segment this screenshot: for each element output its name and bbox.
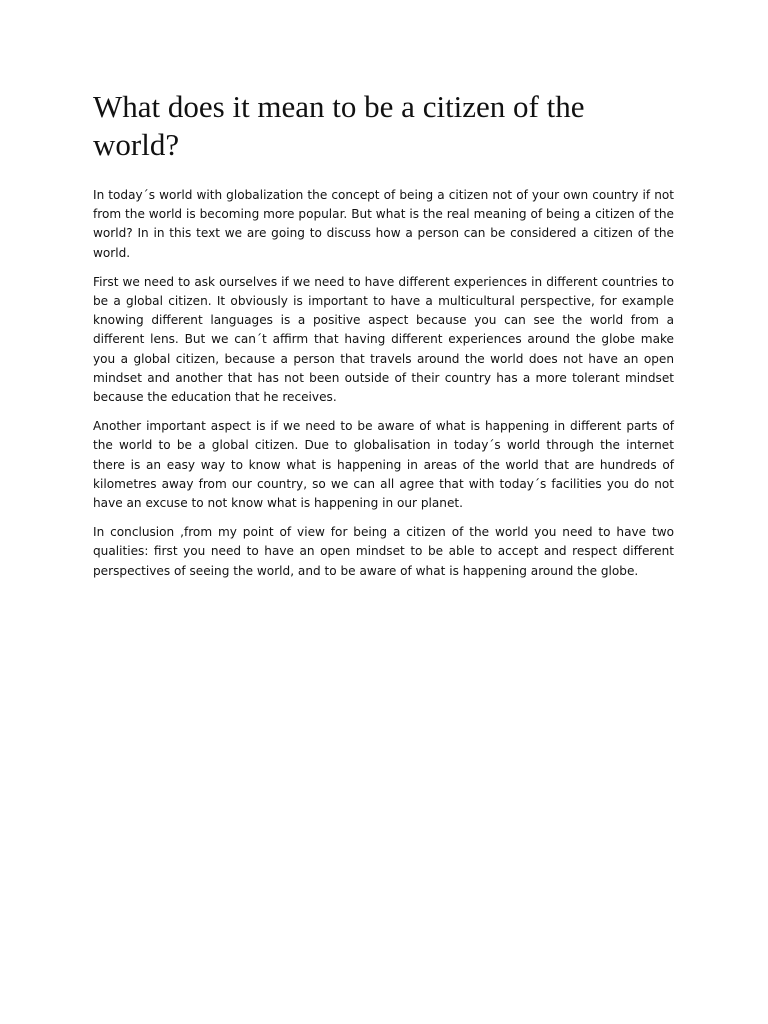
paragraph-experiences: First we need to ask ourselves if we need to have different experiences in different countries to be a global citizen. It obviously is important to have a multicultural perspective, for example knowing different languages is a positive aspect because you can see the world from a different lens. But we can´t affirm that having different experiences around the globe make you a global citizen, because a person that travels around the world does not have an open mindset and another that has not been outside of their country has a more tolerant mindset because the education that he receives. [93, 274, 674, 405]
paragraph-conclusion: In conclusion ,from my point of view for being a citizen of the world you need to have two qualities: first you need to have an open mindset to be able to accept and respect different perspectives of seeing the world, and to be aware of what is happening around the globe. [93, 525, 674, 578]
paragraph-intro: In today´s world with globalization the concept of being a citizen not of your own country if not from the world is becoming more popular. But what is the real meaning of being a citizen of the world? In in this text we are going to discuss how a person can be considered a citizen of the world. [93, 188, 674, 260]
paragraph-awareness: Another important aspect is if we need to be aware of what is happening in different parts of the world to be a global citizen. Due to globalisation in today´s world through the internet there is an easy way to know what is happening in areas of the world that are hundreds of kilometres away from our country, so we can all agree that with today´s facilities you do not have an excuse to not know what is happening in our planet. [93, 419, 674, 511]
document-body [93, 88, 674, 591]
document-title: What does it mean to be a citizen of the world? [93, 89, 585, 162]
